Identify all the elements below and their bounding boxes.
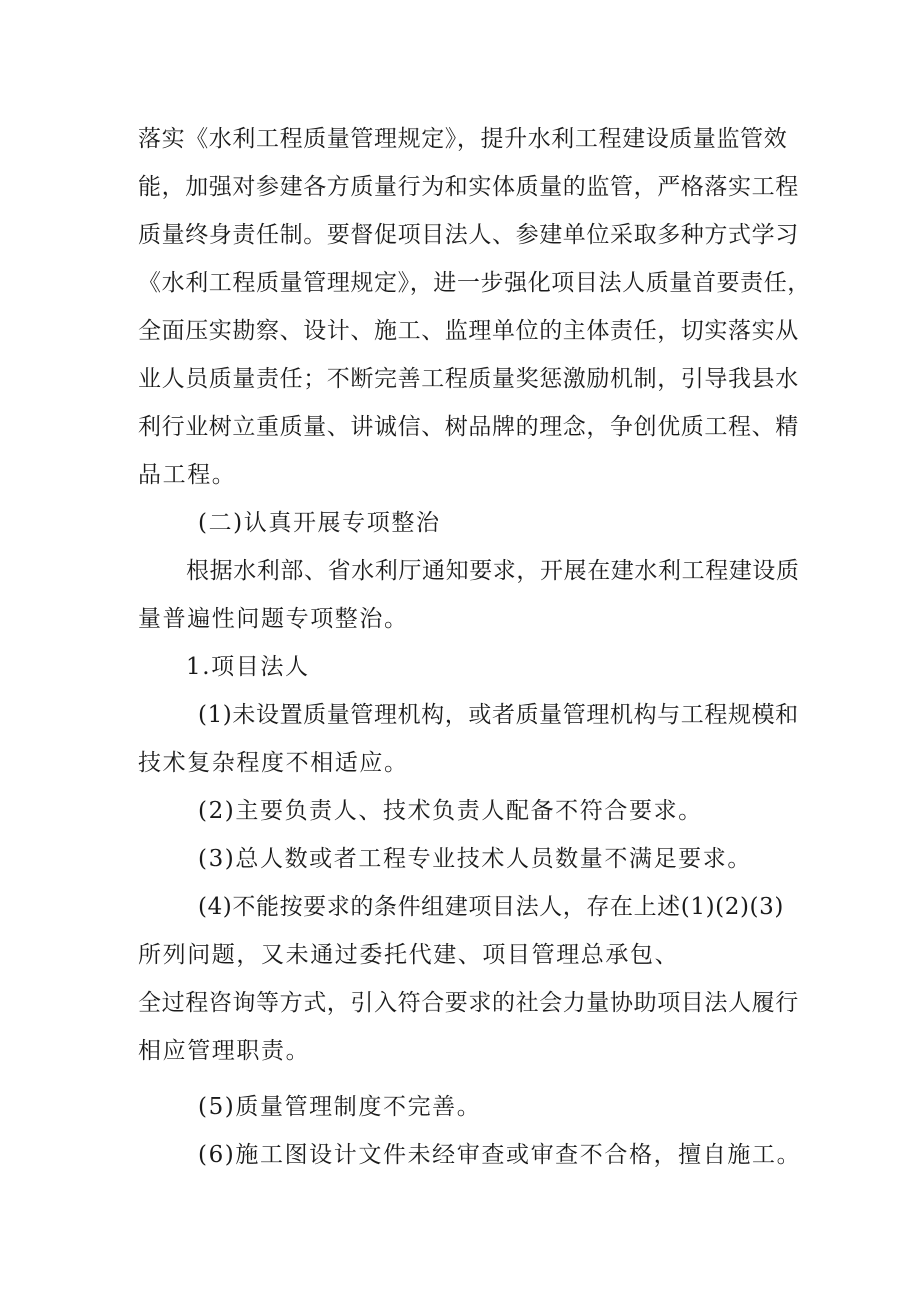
section-heading: (二)认真开展专项整治 xyxy=(198,510,441,536)
body-line-8: 品工程。 xyxy=(138,462,237,488)
item-3: (3)总人数或者工程专业技术人员数量不满足要求。 xyxy=(198,846,752,872)
item-4-line-1: (4)不能按要求的条件组建项目法人，存在上述(1)(2)(3) xyxy=(198,894,784,920)
body-line-1: 落实《水利工程质量管理规定》，提升水利工程建设质量监管效 xyxy=(138,126,788,152)
item-1-line-1: (1)未设置质量管理机构，或者质量管理机构与工程规模和 xyxy=(198,702,799,728)
body-line-9: 根据水利部、省水利厅通知要求，开展在建水利工程建设质 xyxy=(186,558,800,584)
body-line-2: 能，加强对参建各方质量行为和实体质量的监管，严格落实工程 xyxy=(138,174,799,200)
body-line-10: 量普遍性问题专项整治。 xyxy=(138,606,409,632)
item-5: (5)质量管理制度不完善。 xyxy=(198,1094,482,1120)
body-line-3: 质量终身责任制。要督促项目法人、参建单位采取多种方式学习 xyxy=(138,222,799,248)
body-line-4: 《水利工程质量管理规定》，进一步强化项目法人质量首要责任， xyxy=(138,270,811,296)
body-line-7: 利行业树立重质量、讲诚信、树品牌的理念，争创优质工程、精 xyxy=(138,414,799,440)
item-4-line-4: 相应管理职责。 xyxy=(138,1038,311,1064)
body-line-5: 全面压实勘察、设计、施工、监理单位的主体责任，切实落实从 xyxy=(138,318,799,344)
body-line-6: 业人员质量责任；不断完善工程质量奖惩激励机制，引导我县水 xyxy=(138,366,799,392)
subsection-heading: 1.项目法人 xyxy=(186,654,310,680)
item-1-line-2: 技术复杂程度不相适应。 xyxy=(138,750,409,776)
item-4-line-3: 全过程咨询等方式，引入符合要求的社会力量协助项目法人履行 xyxy=(138,990,799,1016)
item-2: (2)主要负责人、技术负责人配备不符合要求。 xyxy=(198,798,703,824)
item-4-line-2: 所列问题，又未通过委托代建、项目管理总承包、 xyxy=(138,942,680,968)
item-6: (6)施工图设计文件未经审查或审查不合格，擅自施工。 xyxy=(198,1142,802,1168)
